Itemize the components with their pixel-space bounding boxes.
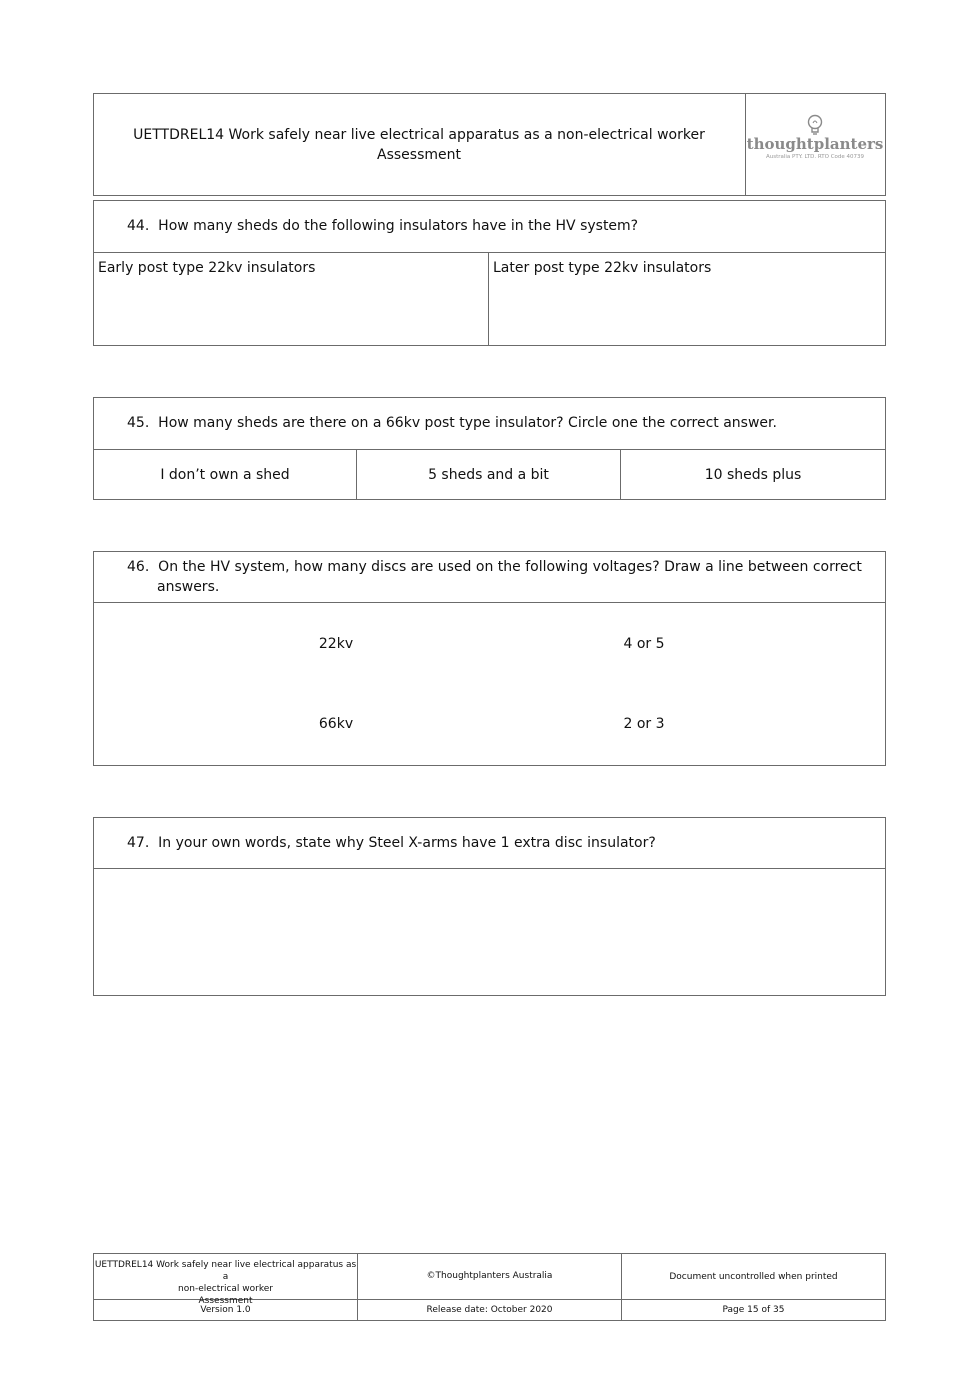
q46-discs-2or3[interactable]: 2 or 3 <box>623 716 665 732</box>
question-number: 45. <box>127 415 150 431</box>
question-text: In your own words, state why Steel X-arms have 1 extra disc insulator? <box>158 835 656 851</box>
question-text-line1: On the HV system, how many discs are used on the following voltages? Draw a line between correct <box>158 559 862 575</box>
question-45 <box>127 413 867 433</box>
question-text: How many sheds do the following insulators have in the HV system? <box>158 218 639 234</box>
document-title-line2: Assessment <box>377 147 461 163</box>
question-number: 47. <box>127 835 150 851</box>
footer-release-date: Release date: October 2020 <box>426 1305 553 1315</box>
q44-answer-early: Early post type 22kv insulators <box>98 260 316 276</box>
q46-voltage-22kv[interactable]: 22kv <box>318 636 354 652</box>
document-title-line1: UETTDREL14 Work safely near live electrical apparatus as a non-electrical worker <box>133 127 705 143</box>
question-47 <box>127 833 867 853</box>
question-number: 46. <box>127 559 150 575</box>
footer-copyright: ©Thoughtplanters Australia <box>426 1271 553 1281</box>
logo-wordmark: thoughtplanters <box>746 135 884 153</box>
footer-uncontrolled: Document uncontrolled when printed <box>669 1272 838 1282</box>
q44-answer-later: Later post type 22kv insulators <box>493 260 712 276</box>
q46-discs-4or5[interactable]: 4 or 5 <box>623 636 665 652</box>
logo-subtitle: Australia PTY. LTD. RTO Code 40739 <box>765 154 865 160</box>
company-logo <box>746 114 884 162</box>
q45-option-3[interactable]: 10 sheds plus <box>704 467 802 483</box>
q46-voltage-66kv[interactable]: 66kv <box>318 716 354 732</box>
question-46 <box>127 557 867 597</box>
footer-doc-line1: UETTDREL14 Work safely near live electrical apparatus as a <box>94 1260 357 1282</box>
question-44 <box>127 216 867 236</box>
lightbulb-icon <box>806 114 824 136</box>
question-number: 44. <box>127 218 150 234</box>
footer-doc-line2: non-electrical worker <box>178 1284 273 1294</box>
q45-option-1[interactable]: I don’t own a shed <box>160 467 290 483</box>
question-text: How many sheds are there on a 66kv post type insulator? Circle one the correct answer. <box>158 415 777 431</box>
footer-version: Version 1.0 <box>200 1305 251 1315</box>
q47-answer-area[interactable] <box>94 869 885 995</box>
question-text-line2: answers. <box>157 579 220 595</box>
document-title <box>94 125 744 165</box>
q45-option-2[interactable]: 5 sheds and a bit <box>428 467 549 483</box>
footer-page-number: Page 15 of 35 <box>722 1305 785 1315</box>
footer-document-name <box>94 1259 357 1307</box>
footer-doc-line3: Assessment <box>198 1296 253 1306</box>
